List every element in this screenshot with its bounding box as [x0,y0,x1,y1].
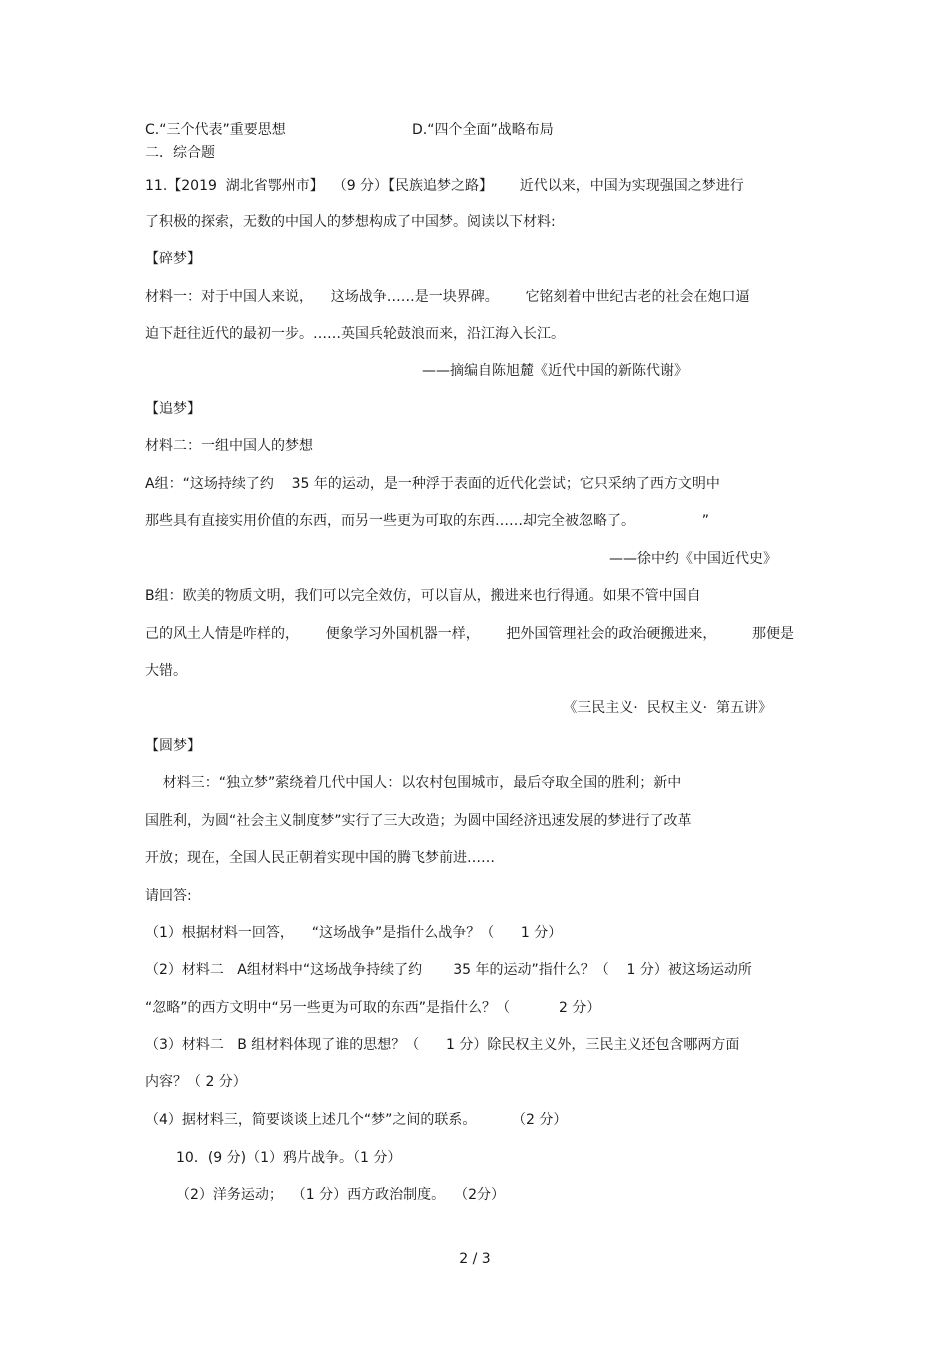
question-2-line1: （2）材料二 A组材料中“这场战争持续了约 35 年的运动”指什么？（ 1 分）被这场运动所 [145,962,752,978]
part2-title: 【追梦】 [145,401,201,417]
question-4: （4）据材料三，简要谈谈上述几个“梦”之间的联系。 （2 分） [145,1112,568,1128]
question-3-line1: （3）材料二 B 组材料体现了谁的思想？（ 1 分）除民权主义外，三民主义还包含哪两方面 [145,1037,740,1053]
section-title: 二．综合题 [145,145,215,161]
groupB-line2: 己的风土人情是咋样的， 便象学习外国机器一样， 把外国管理社会的政治硬搬进来， 那便是 [145,626,795,642]
groupB-line1: B组：欧美的物质文明，我们可以完全效仿，可以盲从，搬进来也行得通。如果不管中国自 [145,588,701,604]
groupA-source: ——徐中约《中国近代史》 [609,551,777,567]
ask-prompt: 请回答: [145,888,192,904]
material2-title: 材料二：一组中国人的梦想 [145,438,313,454]
answer-line2: （2）洋务运动； （1 分）西方政治制度。 （2分） [176,1187,505,1203]
page-number: 2 / 3 [459,1251,491,1267]
part3-title: 【圆梦】 [145,738,201,754]
question-1: （1）根据材料一回答， “这场战争”是指什么战争？（ 1 分） [145,925,563,941]
material1-line2: 迫下赶往近代的最初一步。……英国兵轮鼓浪而来，沿江海入长江。 [145,326,565,342]
part1-title: 【碎梦】 [145,251,201,267]
question-intro: 了积极的探索，无数的中国人的梦想构成了中国梦。阅读以下材料: [145,214,556,230]
material3-line1: 材料三：“独立梦”萦绕着几代中国人：以农村包围城市，最后夺取全国的胜利；新中 [145,775,682,791]
answer-line1: 10．(9 分)（1）鸦片战争。（1 分） [176,1150,402,1166]
material1-line1: 材料一：对于中国人来说， 这场战争……是一块界碑。 它铭刻着中世纪古老的社会在炮口逼 [145,289,750,305]
groupA-line2: 那些具有直接实用价值的东西，而另一些更为可取的东西……却完全被忽略了。 ” [145,513,710,529]
option-c: C.“三个代表”重要思想 [145,122,286,138]
groupB-source: 《三民主义· 民权主义· 第五讲》 [563,700,772,716]
groupA-line1: A组：“这场持续了约 35 年的运动，是一种浮于表面的近代化尝试；它只采纳了西方文明中 [145,476,720,492]
material3-line3: 开放；现在，全国人民正朝着实现中国的腾飞梦前进…… [145,850,495,866]
question-header: 11.【2019 湖北省鄂州市】 （9 分）【民族追梦之路】 近代以来，中国为实现强国之梦进行 [145,178,744,194]
material3-line2: 国胜利，为圆“社会主义制度梦”实行了三大改造；为圆中国经济迅速发展的梦进行了改革 [145,813,692,829]
question-3-line2: 内容？（ 2 分） [145,1074,247,1090]
question-2-line2: “忽略”的西方文明中“另一些更为可取的东西”是指什么？（ 2 分） [145,1000,601,1016]
material1-source: ——摘编自陈旭麓《近代中国的新陈代谢》 [422,363,688,379]
option-d: D.“四个全面”战略布局 [412,122,554,138]
groupB-line3: 大错。 [145,663,187,679]
